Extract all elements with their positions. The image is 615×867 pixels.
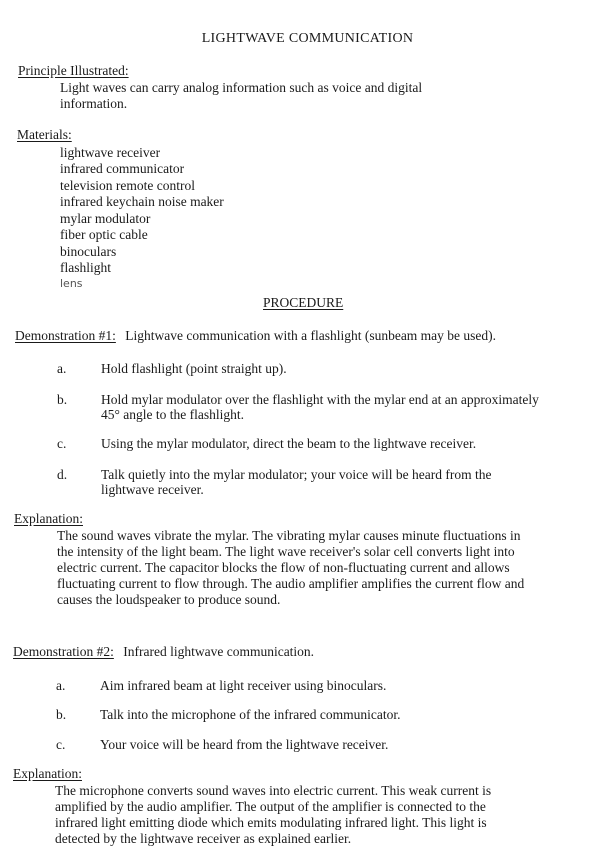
principle-line-1: Light waves can carry analog information such as voice and digital <box>60 80 423 95</box>
demo1-explanation-heading: Explanation: <box>14 511 83 526</box>
demo1-heading <box>15 328 496 344</box>
material-item: infrared keychain noise maker <box>60 194 224 209</box>
step-letter: a. <box>57 361 67 376</box>
explanation-line: fluctuating current to flow through. The audio amplifier amplifies the current flow and <box>57 576 525 591</box>
step-letter: a. <box>56 678 66 693</box>
explanation-line: The microphone converts sound waves into electric current. This weak current is <box>55 783 492 798</box>
step-text: Hold flashlight (point straight up). <box>101 361 287 376</box>
explanation-line: electric current. The capacitor blocks the flow of non-fluctuating current and allows <box>57 560 510 575</box>
explanation-line: detected by the lightwave receiver as explained earlier. <box>55 831 352 846</box>
explanation-line: causes the loudspeaker to produce sound. <box>57 592 281 607</box>
explanation-line: infrared light emitting diode which emits modulating infrared light. This light is <box>55 815 487 830</box>
demo2-label: Demonstration #2: <box>13 644 114 659</box>
step-letter: c. <box>57 436 67 451</box>
material-item: binoculars <box>60 244 117 259</box>
procedure-heading: PROCEDURE <box>263 295 344 310</box>
step-text: Aim infrared beam at light receiver using binoculars. <box>100 678 387 693</box>
step-text: Talk into the microphone of the infrared communicator. <box>100 707 401 722</box>
step-letter: b. <box>56 707 67 722</box>
explanation-line: the intensity of the light beam. The light wave receiver's solar cell converts light into <box>57 544 515 559</box>
step-letter: c. <box>56 737 66 752</box>
material-item: television remote control <box>60 178 195 193</box>
principle-line-2: information. <box>60 96 128 111</box>
demo1-label: Demonstration #1: <box>15 328 116 343</box>
page-title: LIGHTWAVE COMMUNICATION <box>201 31 414 46</box>
material-item: mylar modulator <box>60 211 151 226</box>
materials-heading: Materials: <box>17 127 72 142</box>
principle-heading: Principle Illustrated: <box>18 63 129 78</box>
material-item: infrared communicator <box>60 161 185 176</box>
material-item-handwritten: lens <box>60 277 83 290</box>
demo2-title: Infrared lightwave communication. <box>123 644 315 659</box>
demo2-explanation-heading: Explanation: <box>13 766 82 781</box>
explanation-line: The sound waves vibrate the mylar. The vibrating mylar causes minute fluctuations in <box>57 528 521 543</box>
step-letter: d. <box>57 467 68 482</box>
material-item: lightwave receiver <box>60 145 161 160</box>
step-text: Talk quietly into the mylar modulator; your voice will be heard from the <box>101 467 492 482</box>
step-text: Using the mylar modulator, direct the beam to the lightwave receiver. <box>101 436 477 451</box>
explanation-line: amplified by the audio amplifier. The output of the amplifier is connected to the <box>55 799 486 814</box>
step-text: Your voice will be heard from the lightwave receiver. <box>100 737 389 752</box>
step-text: Hold mylar modulator over the flashlight with the mylar end at an approximately <box>101 392 539 407</box>
material-item: flashlight <box>60 260 111 275</box>
demo2-heading <box>13 644 314 660</box>
step-letter: b. <box>57 392 68 407</box>
demo1-title: Lightwave communication with a flashlight (sunbeam may be used). <box>125 328 497 343</box>
step-text: 45° angle to the flashlight. <box>101 407 244 422</box>
material-item: fiber optic cable <box>60 227 148 242</box>
step-text: lightwave receiver. <box>101 482 204 497</box>
